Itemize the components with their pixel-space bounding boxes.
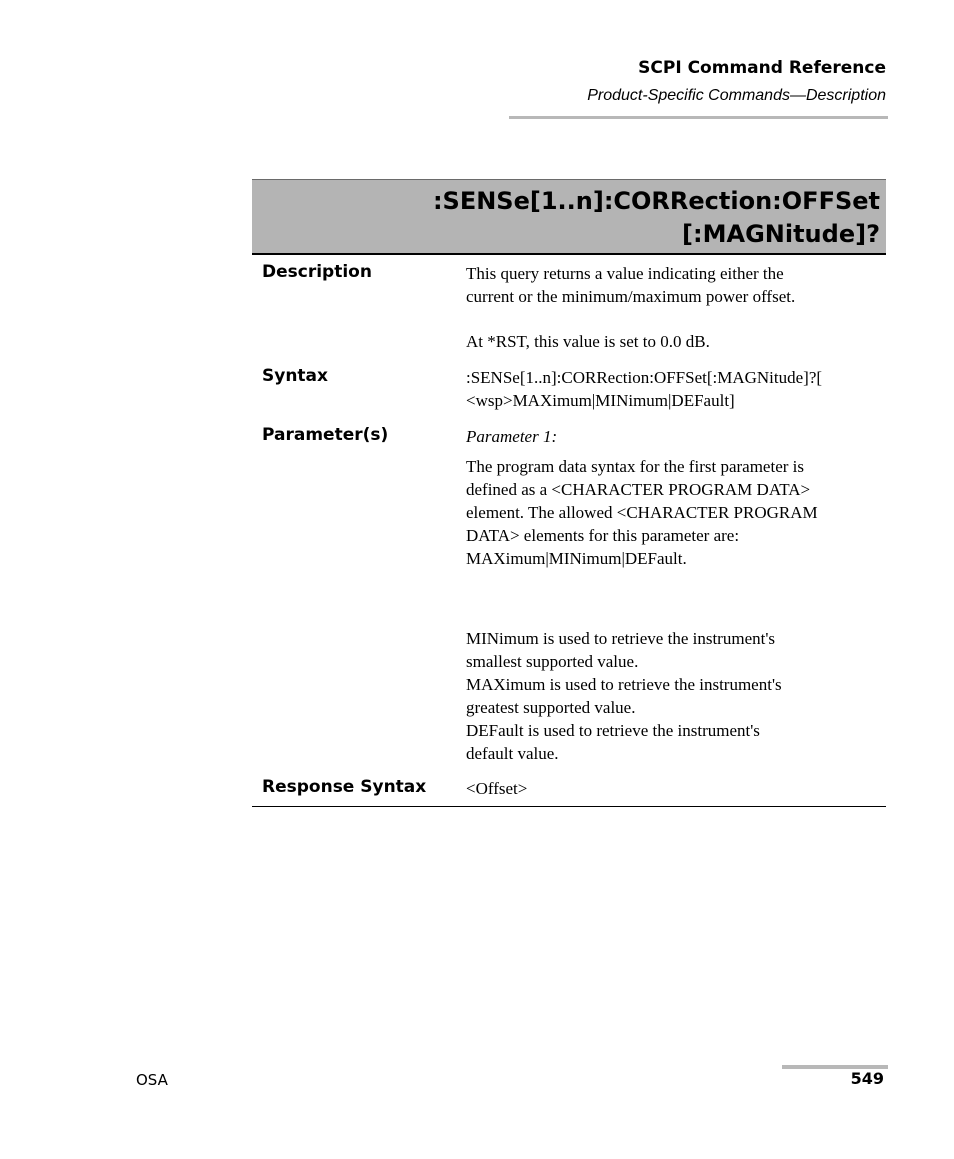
command-title-line1: :SENSe[1..n]:CORRection:OFFSet (432, 187, 880, 215)
page-header-title: SCPI Command Reference (638, 58, 886, 78)
parameter-line: MINimum is used to retrieve the instrument's (466, 629, 776, 648)
parameter-line: MAXimum is used to retrieve the instrument's (466, 675, 782, 694)
syntax-line: :SENSe[1..n]:CORRection:OFFSet[:MAGNitude]?[ (466, 368, 823, 387)
description-line: This query returns a value indicating either the (466, 264, 784, 283)
parameter-title: Parameter 1: (466, 427, 558, 446)
description-label: Description (262, 262, 372, 282)
parameter-line: MAXimum|MINimum|DEFault. (466, 549, 687, 568)
parameter-line: defined as a <CHARACTER PROGRAM DATA> (466, 480, 811, 499)
page-number: 549 (850, 1069, 884, 1088)
description-line: current or the minimum/maximum power offset. (466, 287, 796, 306)
command-banner (252, 179, 886, 255)
page-header-subtitle: Product-Specific Commands—Description (587, 87, 886, 104)
parameter-description (466, 455, 886, 570)
syntax-line: <wsp>MAXimum|MINimum|DEFault] (466, 391, 735, 410)
parameter-line: greatest supported value. (466, 698, 636, 717)
response-syntax-label: Response Syntax (262, 777, 427, 797)
command-title (433, 185, 880, 251)
parameter-line: DATA> elements for this parameter are: (466, 526, 740, 545)
parameter-line: smallest supported value. (466, 652, 639, 671)
syntax-text (466, 366, 886, 412)
parameter-line: element. The allowed <CHARACTER PROGRAM (466, 503, 818, 522)
parameter-line: default value. (466, 744, 559, 763)
description-rst-text: At *RST, this value is set to 0.0 dB. (466, 332, 710, 351)
parameter-line: The program data syntax for the first parameter is (466, 457, 804, 476)
command-title-line2: [:MAGNitude]? (682, 220, 880, 248)
syntax-label: Syntax (262, 366, 328, 386)
response-syntax-value: <Offset> (466, 779, 528, 798)
header-divider (509, 116, 888, 119)
parameter-line: DEFault is used to retrieve the instrument's (466, 721, 760, 740)
footer-product: OSA (136, 1071, 168, 1089)
description-text (466, 262, 886, 308)
parameter-values-description (466, 627, 886, 765)
parameters-label: Parameter(s) (262, 425, 389, 445)
table-bottom-rule (252, 806, 886, 807)
